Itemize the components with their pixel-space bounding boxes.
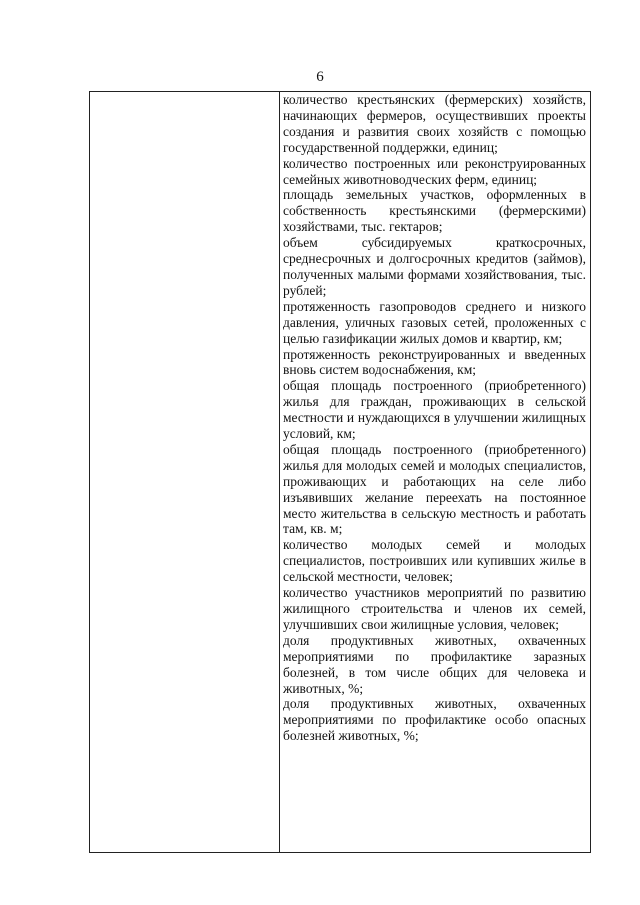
- indicator-item: протяженность газопроводов среднего и низкого давления, уличных газовых сетей, проложенных с целью газификации жилых домов и квартир, км;: [283, 298, 586, 346]
- indicator-item: протяженность реконструированных и введенных вновь систем водоснабжения, км;: [283, 346, 586, 378]
- indicator-item: общая площадь построенного (приобретенного) жилья для молодых семей и молодых специалистов, проживающих и работающих на селе либо изъявивших желание переехать на постоянное место жительства в сельскую местность и работать там, кв. м;: [283, 441, 586, 537]
- indicator-item: количество участников мероприятий по развитию жилищного строительства и членов их семей, улучшивших свои жилищные условия, человек;: [283, 585, 586, 632]
- indicator-item: площадь земельных участков, оформленных в собственность крестьянскими (фермерскими) хозяйствами, тыс. гектаров;: [283, 187, 586, 235]
- indicator-item: общая площадь построенного (приобретенного) жилья для граждан, проживающих в сельской местности и нуждающихся в улучшении жилищных условий, км;: [283, 378, 586, 442]
- indicator-item: количество крестьянских (фермерских) хозяйств, начинающих фермеров, осуществивших проекты создания и развития своих хозяйств с помощью государственной поддержки, единиц;: [283, 92, 586, 155]
- column-divider: [279, 92, 280, 852]
- page-number: 6: [316, 69, 324, 85]
- indicator-item: доля продуктивных животных, охваченных мероприятиями по профилактике особо опасных болезней животных, %;: [283, 696, 586, 744]
- indicator-table: [89, 91, 591, 853]
- indicator-item: объем субсидируемых краткосрочных, среднесрочных и долгосрочных кредитов (займов), полученных малыми формами хозяйствования, тыс. рублей;: [283, 235, 586, 298]
- table-right-cell: [283, 92, 586, 852]
- indicator-item: количество построенных или реконструированных семейных животноводческих ферм, единиц;: [283, 155, 586, 187]
- indicator-item: доля продуктивных животных, охваченных мероприятиями по профилактике заразных болезней, в том числе общих для человека и животных, %;: [283, 632, 586, 696]
- indicator-item: количество молодых семей и молодых специалистов, построивших или купивших жилье в сельской местности, человек;: [283, 537, 586, 585]
- table-left-cell: [90, 92, 279, 852]
